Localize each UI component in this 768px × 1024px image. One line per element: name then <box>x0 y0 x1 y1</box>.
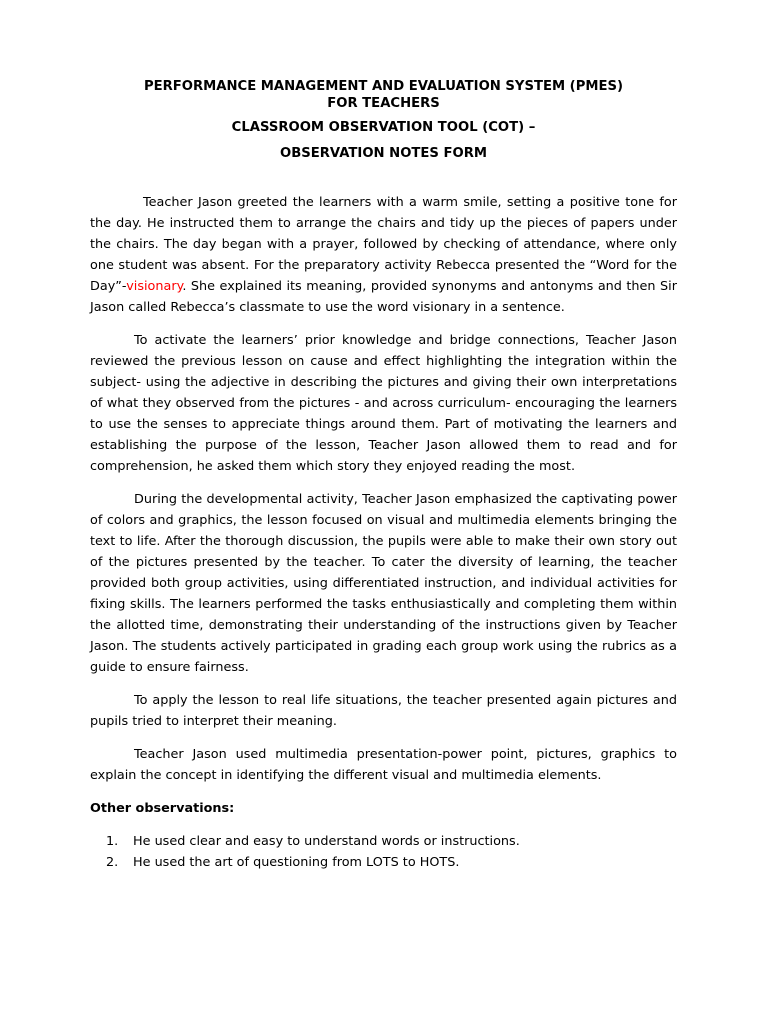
other-observations-heading: Other observations: <box>90 801 235 816</box>
paragraph-5: Teacher Jason used multimedia presentation-power point, pictures, graphics to explain the concept in identifying the different visual and multimedia elements. <box>90 747 677 783</box>
observations-list <box>90 831 677 873</box>
list-item-text: He used the art of questioning from LOTS to HOTS. <box>133 855 460 870</box>
paragraph-4: To apply the lesson to real life situations, the teacher presented again pictures and pupils tried to interpret their meaning. <box>90 693 677 729</box>
subtitle-cot: CLASSROOM OBSERVATION TOOL (COT) – <box>231 120 536 135</box>
word-for-the-day: visionary <box>126 279 183 294</box>
paragraph-1-text-a: Teacher Jason greeted the learners with a warm smile, setting a positive tone for the day. He instructed them to arrange the chairs and tidy up the pieces of papers under the chairs. The day began with a prayer, followed by checking of attendance, where only one student was absent. For the preparatory activity Rebecca presented the “Word for the Day”- <box>90 195 677 294</box>
subtitle-notes-form: OBSERVATION NOTES FORM <box>280 146 487 161</box>
document-page <box>90 78 677 873</box>
title-line-2: FOR TEACHERS <box>327 96 440 111</box>
list-item-number: 2. <box>106 855 119 870</box>
list-item <box>90 852 677 873</box>
paragraph-1-text-b: . She explained its meaning, provided synonyms and antonyms and then Sir Jason called Rebecca’s classmate to use the word visionary in a sentence. <box>90 279 677 315</box>
paragraph-1 <box>90 192 677 318</box>
list-item-text: He used clear and easy to understand words or instructions. <box>133 834 520 849</box>
list-item <box>90 831 677 852</box>
paragraph-3: During the developmental activity, Teacher Jason emphasized the captivating power of colors and graphics, the lesson focused on visual and multimedia elements bringing the text to life. After the thorough discussion, the pupils were able to make their own story out of the pictures presented by the teacher. To cater the diversity of learning, the teacher provided both group activities, using differentiated instruction, and individual activities for fixing skills. The learners performed the tasks enthusiastically and completing them within the allotted time, demonstrating their understanding of the instructions given by Teacher Jason. The students actively participated in grading each group work using the rubrics as a guide to ensure fairness. <box>90 492 677 675</box>
title-line-1: PERFORMANCE MANAGEMENT AND EVALUATION SYSTEM (PMES) <box>143 79 624 94</box>
list-item-number: 1. <box>106 834 119 849</box>
paragraph-2: To activate the learners’ prior knowledge and bridge connections, Teacher Jason reviewed the previous lesson on cause and effect highlighting the integration within the subject- using the adjective in describing the pictures and giving their own interpretations of what they observed from the pictures - and across curriculum- encouraging the learners to use the senses to appreciate things around them. Part of motivating the learners and establishing the purpose of the lesson, Teacher Jason allowed them to read and for comprehension, he asked them which story they enjoyed reading the most. <box>90 333 677 474</box>
document-title <box>90 78 677 112</box>
